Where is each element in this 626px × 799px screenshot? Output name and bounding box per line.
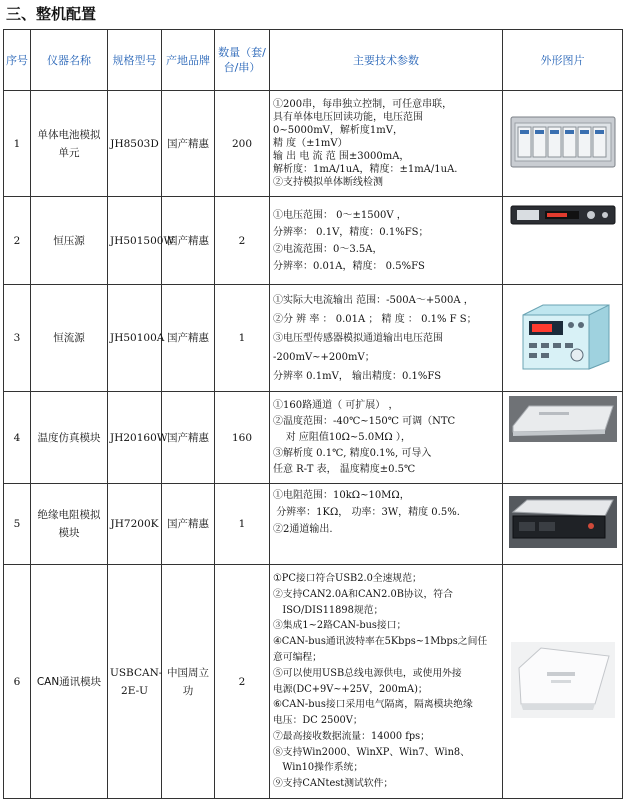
cell-qty: 200 [215,91,270,197]
table-row [4,484,623,565]
cell-seq: 2 [4,197,31,285]
cell-qty: 2 [215,197,270,285]
battery-simulator-chassis-icon [509,111,617,173]
cell-name: 恒压源 [31,197,108,285]
cell-origin: 国产精惠 [162,91,215,197]
cell-origin: 中国周立功 [162,565,215,799]
cell-name: 恒流源 [31,285,108,392]
cell-image [503,285,623,392]
cell-model: USBCAN-2E-U [108,565,162,799]
param-line: 任意 R-T 表， 温度精度±0.5℃ [273,463,416,475]
cell-seq: 5 [4,484,31,565]
param-line: ②电流范围：0～3.5A， [273,243,383,255]
cell-image [503,392,623,484]
param-line: -200mV~+200mV； [273,351,375,363]
cell-params [270,91,503,197]
param-line: ⑥CAN-bus接口采用电气隔离，隔离模块绝缘 [273,699,473,711]
cell-seq: 4 [4,392,31,484]
cell-seq: 3 [4,285,31,392]
cell-image [503,565,623,799]
cell-params [270,484,503,565]
param-line: 精 度（±1mV） [273,138,348,149]
param-line: ②支持CAN2.0A和CAN2.0B协议，符合 [273,588,453,600]
header-model: 规格型号 [108,30,162,91]
cell-origin: 国产精惠 [162,197,215,285]
header-origin: 产地品牌 [162,30,215,91]
param-line: ①160路通道（ 可扩展） ， [273,399,399,411]
param-line: 分辨率： 0.1V，精度：0.1%FS； [273,226,429,238]
voltage-source-rack-icon [509,203,617,227]
cell-params [270,285,503,392]
cell-origin: 国产精惠 [162,392,215,484]
cell-qty: 160 [215,392,270,484]
param-line: ①电压范围： 0～±1500V ， [273,209,407,221]
header-qty: 数量（套/台/串） [215,30,270,91]
insulation-module-icon [509,496,617,548]
param-line: ①PC接口符合USB2.0全速规范； [273,572,422,584]
table-row [4,565,623,799]
param-line: 解析度：1mA/1uA，精度：±1mA/1uA. [273,164,458,175]
cell-name: CAN通讯模块 [31,565,108,799]
param-line: 分辨率：0.01A，精度： 0.5%FS [273,260,425,272]
cell-model: JH50100A [108,285,162,392]
param-line: ③电压型传感器模拟通道输出电压范围 [273,332,443,344]
header-image: 外形图片 [503,30,623,91]
param-line: 电源(DC+9V~+25V，200mA)； [273,683,428,695]
param-line: ①实际大电流输出 范围：-500A～+500A ， [273,294,474,306]
param-line: 分辨率：1KΩ， 功率：3W，精度 0.5%. [273,507,460,518]
cell-model: JH8503D [108,91,162,197]
equipment-table [3,29,623,799]
cell-params [270,565,503,799]
cell-seq: 6 [4,565,31,799]
temperature-module-icon [509,396,617,442]
cell-qty: 1 [215,285,270,392]
param-line: ②2通道输出. [273,524,333,535]
cell-params [270,197,503,285]
cell-image [503,91,623,197]
cell-model: JH501500W [108,197,162,285]
param-line: ①200串，每串独立控制，可任意串联， [273,99,453,110]
header-name: 仪器名称 [31,30,108,91]
section-title: 三、整机配置 [6,5,97,23]
header-params: 主要技术参数 [270,30,503,91]
param-line: 电压：DC 2500V； [273,715,363,727]
cell-qty: 2 [215,565,270,799]
param-line: ③集成1~2路CAN-bus接口； [273,620,407,632]
table-row [4,91,623,197]
param-line: ⑤可以使用USB总线电源供电，或使用外接 [273,667,462,679]
usbcan-box-icon [511,642,615,718]
cell-name: 绝缘电阻模拟模块 [31,484,108,565]
param-line: ⑦最高接收数据流量：14000 fps； [273,730,430,742]
header-seq: 序号 [4,30,31,91]
param-line: ①电阻范围：10kΩ~10MΩ， [273,490,410,501]
param-line: 输 出 电 流 范 围±3000mA， [273,151,410,162]
param-line: ②温度范围：-40℃~150℃ 可调（NTC [273,415,456,427]
param-line: ②支持模拟单体断线检测 [273,177,383,188]
cell-image [503,484,623,565]
param-line: ⑨支持CANtest测试软件； [273,778,394,790]
cell-seq: 1 [4,91,31,197]
param-line: 具有单体电压回读功能，电压范围 [273,112,423,123]
cell-model: JH20160W [108,392,162,484]
param-line: 意可编程； [273,651,322,663]
current-source-unit-icon [515,301,611,371]
cell-qty: 1 [215,484,270,565]
param-line: 对 应阻值10Ω~5.0MΩ ）， [273,431,411,443]
param-line: ②分 辨 率 ： 0.01A ； 精 度 ： 0.1% F S； [273,313,477,325]
cell-name: 温度仿真模块 [31,392,108,484]
cell-params [270,392,503,484]
cell-model: JH7200K [108,484,162,565]
cell-origin: 国产精惠 [162,484,215,565]
param-line: 0~5000mV，解析度1mV， [273,125,403,136]
param-line: 分辨率 0.1mV， 输出精度：0.1%FS [273,370,442,382]
cell-image [503,197,623,285]
table-row [4,285,623,392]
param-line: ISO/DIS11898规范； [273,604,384,616]
param-line: ③解析度 0.1℃, 精度0.1%, 可导入 [273,447,432,459]
cell-name: 单体电池模拟单元 [31,91,108,197]
table-row [4,392,623,484]
table-row [4,197,623,285]
cell-origin: 国产精惠 [162,285,215,392]
header-row [4,30,623,91]
param-line: Win10操作系统； [273,762,364,774]
param-line: ④CAN-bus通讯波特率在5Kbps~1Mbps之间任 [273,636,488,648]
param-line: ⑧支持Win2000、WinXP、Win7、Win8、 [273,746,470,758]
